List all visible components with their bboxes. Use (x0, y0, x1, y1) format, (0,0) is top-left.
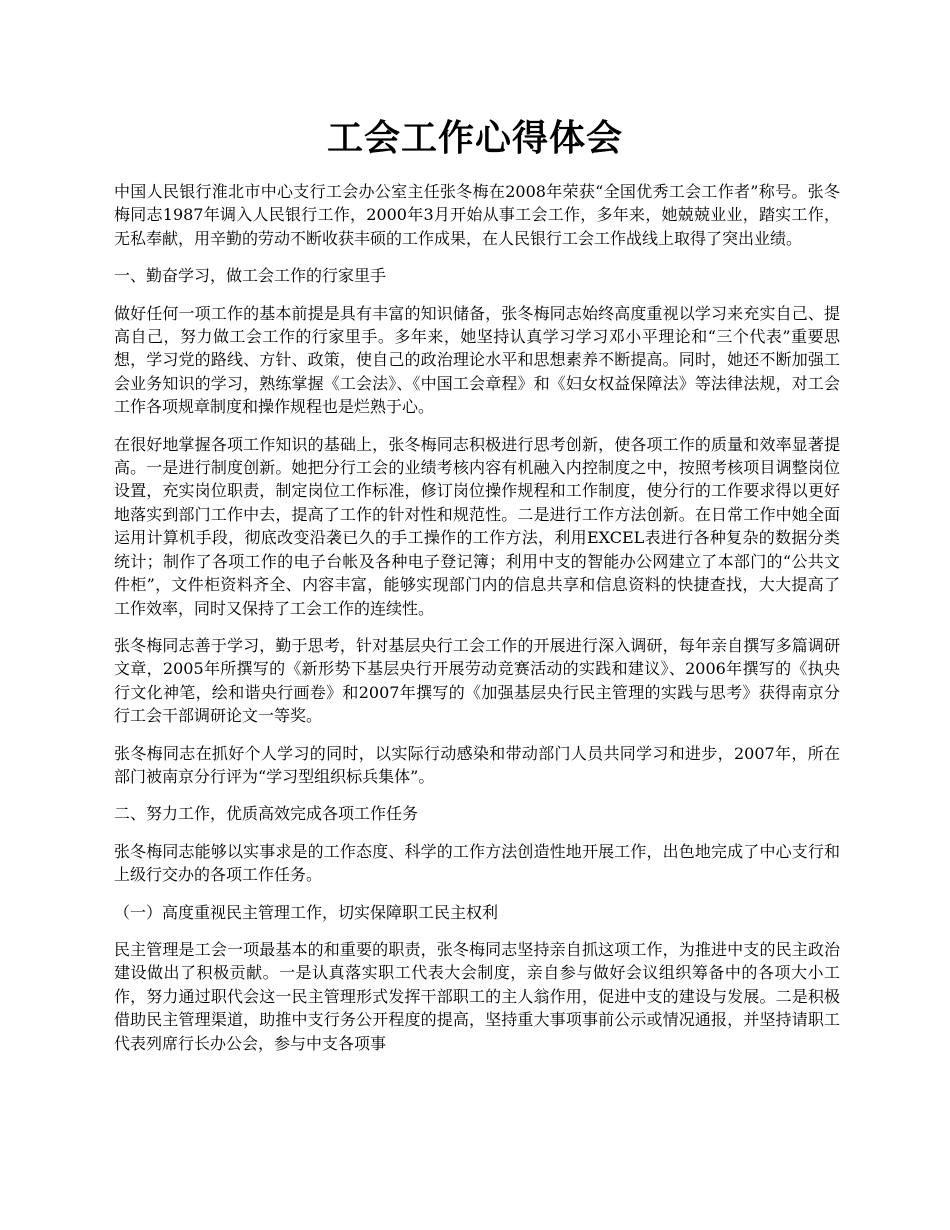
document-title: 工会工作心得体会 (326, 117, 623, 159)
document-body (114, 180, 840, 1069)
paragraph-intro: 中国人民银行淮北市中心支行工会办公室主任张冬梅在2008年荣获“全国优秀工会工作者”称号。张冬梅同志1987年调入人民银行工作，2000年3月开始从事工会工作，多年来，她兢兢业业，踏实工作，无私奉献，用辛勤的劳动不断收获丰硕的工作成果，在人民银行工会工作战线上取得了突出业绩。 (114, 182, 840, 248)
subsection-heading-1: （一）高度重视民主管理工作，切实保障职工民主权利 (114, 902, 499, 922)
paragraph-tasks: 张冬梅同志能够以实事求是的工作态度、科学的工作方法创造性地开展工作，出色地完成了中心支行和上级行交办的各项工作任务。 (114, 841, 840, 885)
paragraph-democracy: 民主管理是工会一项最基本的和重要的职责，张冬梅同志坚持亲自抓这项工作，为推进中支的民主政治建设做出了积极贡献。一是认真落实职工代表大会制度，亲自参与做好会议组织筹备中的各项大小工作，努力通过职代会这一民主管理形式发挥干部职工的主人翁作用，促进中支的建设与发展。二是积极借助民主管理渠道，助推中支行务公开程度的提高，坚持重大事项事前公示或情况通报，并坚持请职工代表列席行长办公会，参与中支各项事 (114, 939, 840, 1053)
paragraph-innovation: 在很好地掌握各项工作知识的基础上，张冬梅同志积极进行思考创新，使各项工作的质量和效率显著提高。一是进行制度创新。她把分行工会的业绩考核内容有机融入内控制度之中，按照考核项目调整岗位设置，充实岗位职责，制定岗位工作标准，修订岗位操作规程和工作制度，使分行的工作要求得以更好地落实到部门工作中去，提高了工作的针对性和规范性。二是进行工作方法创新。在日常工作中她全面运用计算机手段，彻底改变沿袭已久的手工操作的工作方法，利用EXCEL表进行各种复杂的数据分类统计；制作了各项工作的电子台帐及各种电子登记簿；利用中支的智能办公网建立了本部门的“公共文件柜”，文件柜资料齐全、内容丰富，能够实现部门内的信息共享和信息资料的快捷查找，大大提高了工作效率，同时又保持了工会工作的连续性。 (114, 434, 840, 618)
paragraph-study: 做好任何一项工作的基本前提是具有丰富的知识储备，张冬梅同志始终高度重视以学习来充实自己、提高自己，努力做工会工作的行家里手。多年来，她坚持认真学习学习邓小平理论和“三个代表”重要思想，学习党的路线、方针、政策，使自己的政治理论水平和思想素养不断提高。同时，她还不断加强工会业务知识的学习，熟练掌握《工会法》、《中国工会章程》和《妇女权益保障法》等法律法规，对工会工作各项规章制度和操作规程也是烂熟于心。 (114, 303, 840, 417)
section-heading-1: 一、勤奋学习，做工会工作的行家里手 (114, 266, 387, 286)
paragraph-team-learning: 张冬梅同志在抓好个人学习的同时，以实际行动感染和带动部门人员共同学习和进步，2007年，所在部门被南京分行评为“学习型组织标兵集体”。 (114, 743, 840, 786)
section-heading-2: 二、努力工作，优质高效完成各项工作任务 (114, 804, 419, 824)
paragraph-research: 张冬梅同志善于学习，勤于思考，针对基层央行工会工作的开展进行深入调研，每年亲自撰写多篇调研文章，2005年所撰写的《新形势下基层央行开展劳动竞赛活动的实践和建议》、2006年撰写的《执央行文化神笔，绘和谐央行画卷》和2007年撰写的《加强基层央行民主管理的实践与思考》获得南京分行工会干部调研论文一等奖。 (114, 635, 840, 726)
